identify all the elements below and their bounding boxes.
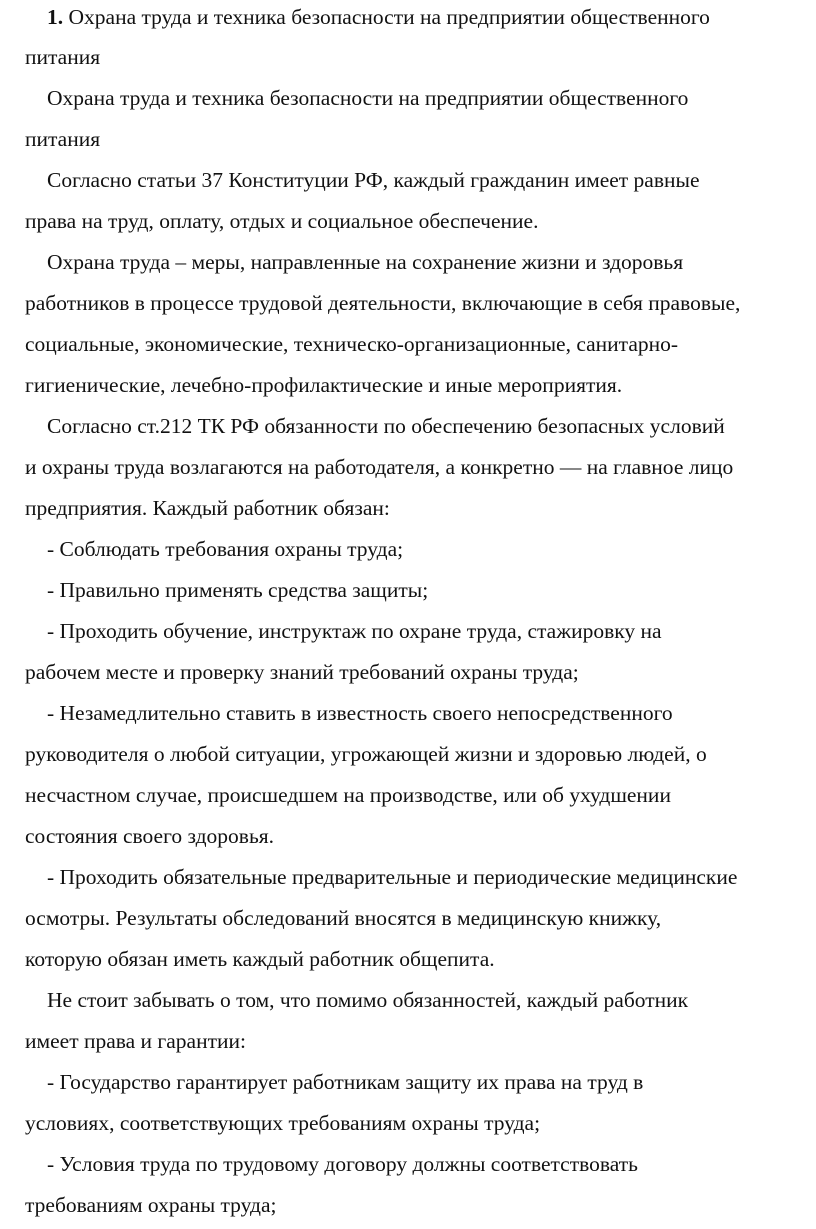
text-line: имеет права и гарантии:	[25, 1029, 246, 1053]
heading-number: 1.	[47, 5, 64, 29]
list-item: - Соблюдать требования охраны труда;	[47, 537, 404, 561]
text-line: Согласно ст.212 ТК РФ обязанности по обеспечению безопасных условий	[47, 414, 725, 438]
text-line: состояния своего здоровья.	[25, 824, 275, 848]
text-line: права на труд, оплату, отдых и социальное обеспечение.	[25, 209, 539, 233]
text-line: рабочем месте и проверку знаний требований охраны труда;	[25, 660, 579, 684]
text-line: и охраны труда возлагаются на работодателя, а конкретно — на главное лицо	[25, 455, 734, 479]
text-line: Охрана труда и техника безопасности на предприятии общественного	[47, 86, 689, 110]
text-line: работников в процессе трудовой деятельности, включающие в себя правовые,	[25, 291, 741, 315]
list-item: - Незамедлительно ставить в известность своего непосредственного	[47, 701, 673, 725]
text-line: требованиям охраны труда;	[25, 1193, 277, 1217]
text-line: социальные, экономические, техническо-организационные, санитарно-	[25, 332, 679, 356]
text-line: руководителя о любой ситуации, угрожающей жизни и здоровью людей, о	[25, 742, 707, 766]
text-line: Охрана труда – меры, направленные на сохранение жизни и здоровья	[47, 250, 684, 274]
heading-text: Охрана труда и техника безопасности на предприятии общественного	[63, 5, 710, 29]
list-item: - Проходить обучение, инструктаж по охране труда, стажировку на	[47, 619, 662, 643]
list-item: - Правильно применять средства защиты;	[47, 578, 429, 602]
list-item: - Условия труда по трудовому договору должны соответствовать	[47, 1152, 638, 1176]
text-line: несчастном случае, происшедшем на производстве, или об ухудшении	[25, 783, 671, 807]
text-line: питания	[25, 127, 101, 151]
text-line: осмотры. Результаты обследований вносятся в медицинскую книжку,	[25, 906, 662, 930]
text-line: Не стоит забывать о том, что помимо обязанностей, каждый работник	[47, 988, 689, 1012]
list-item: - Проходить обязательные предварительные и периодические медицинские	[47, 865, 738, 889]
heading-line	[47, 3, 710, 31]
heading-continuation: питания	[25, 45, 101, 69]
text-line: Согласно статьи 37 Конституции РФ, каждый гражданин имеет равные	[47, 168, 700, 192]
text-line: которую обязан иметь каждый работник общепита.	[25, 947, 495, 971]
text-line: гигиенические, лечебно-профилактические и иные мероприятия.	[25, 373, 623, 397]
text-line: условиях, соответствующих требованиям охраны труда;	[25, 1111, 541, 1135]
text-line: предприятия. Каждый работник обязан:	[25, 496, 390, 520]
list-item: - Государство гарантирует работникам защиту их права на труд в	[47, 1070, 644, 1094]
